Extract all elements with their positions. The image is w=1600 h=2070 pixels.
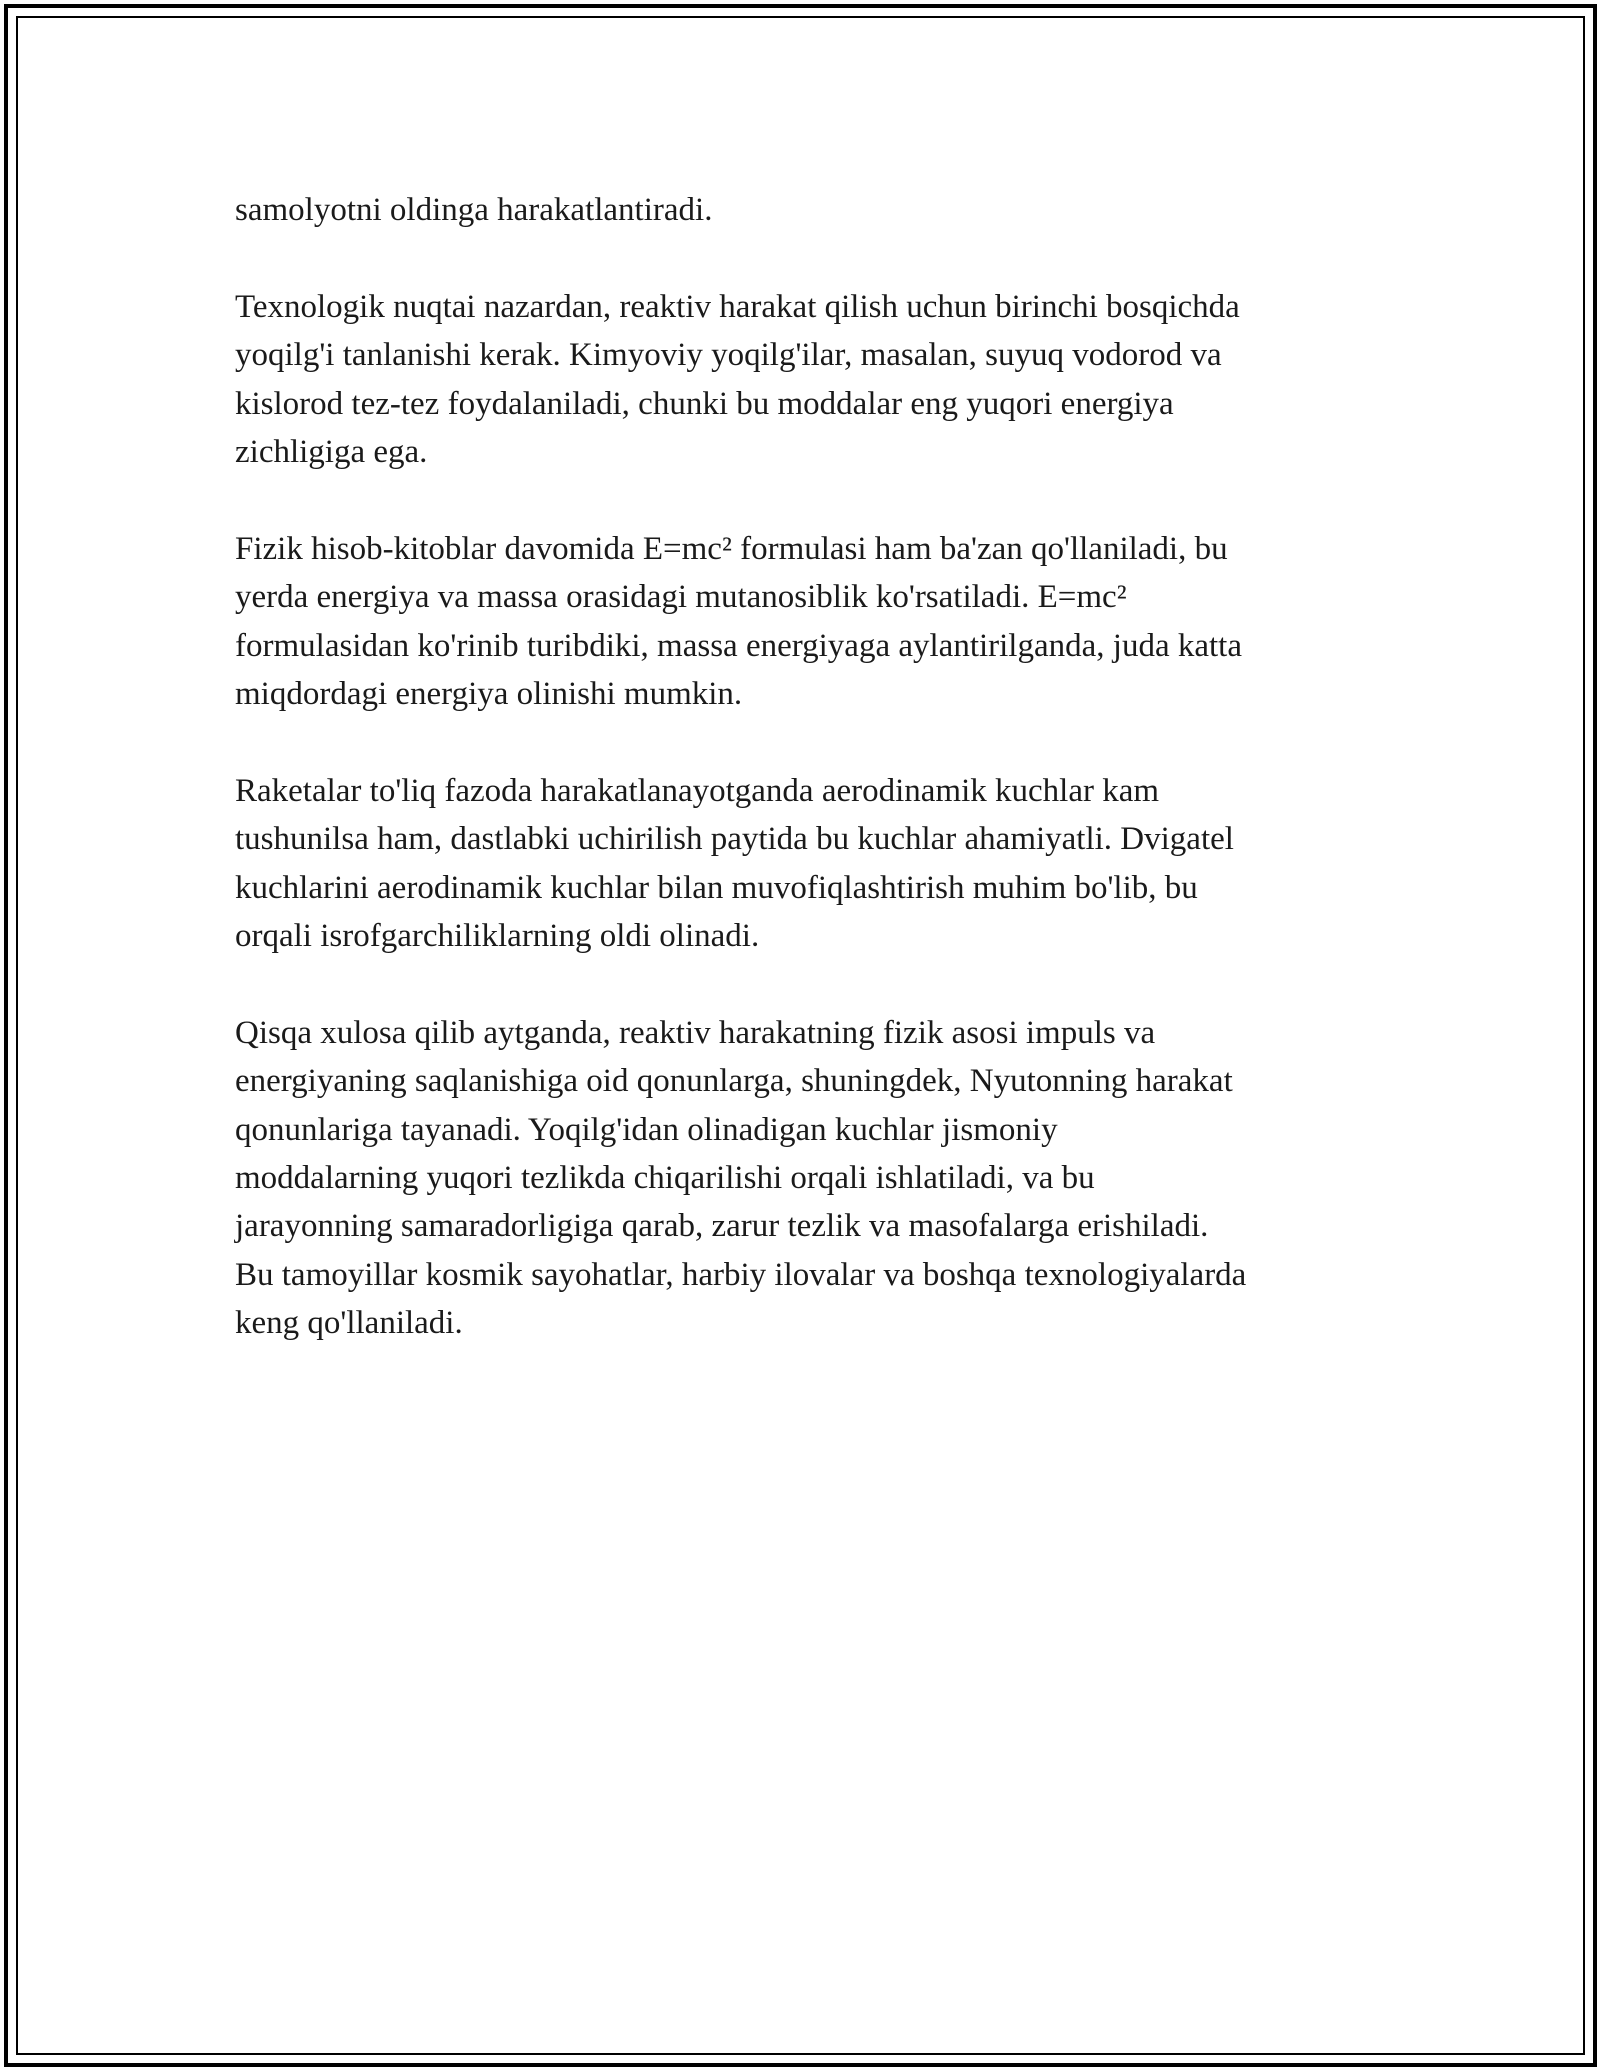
text-line: Bu tamoyillar kosmik sayohatlar, harbiy ilovalar va boshqa texnologiyalarda	[235, 1256, 1247, 1293]
text-line: jarayonning samaradorligiga qarab, zarur tezlik va masofalarga erishiladi.	[235, 1208, 1209, 1245]
text-line: tushunilsa ham, dastlabki uchirilish paytida bu kuchlar ahamiyatli. Dvigatel	[235, 821, 1234, 858]
text-line: kuchlarini aerodinamik kuchlar bilan muvofiqlashtirish muhim bo'lib, bu	[235, 869, 1198, 906]
text-line: Raketalar to'liq fazoda harakatlanayotganda aerodinamik kuchlar kam	[235, 772, 1160, 809]
text-line: Qisqa xulosa qilib aytganda, reaktiv harakatning fizik asosi impuls va	[235, 1014, 1156, 1051]
text-line: Texnologik nuqtai nazardan, reaktiv harakat qilish uchun birinchi bosqichda	[235, 288, 1240, 325]
text-line: kislorod tez-tez foydalaniladi, chunki bu moddalar eng yuqori energiya	[235, 385, 1174, 422]
text-line: Fizik hisob-kitoblar davomida E=mc² formulasi ham ba'zan qo'llaniladi, bu	[235, 530, 1228, 567]
text-line: moddalarning yuqori tezlikda chiqarilishi orqali ishlatiladi, va bu	[235, 1160, 1095, 1197]
text-line: samolyotni oldinga harakatlantiradi.	[235, 192, 713, 228]
text-line: yoqilg'i tanlanishi kerak. Kimyoviy yoqilg'ilar, masalan, suyuq vodorod va	[235, 337, 1222, 374]
paragraph	[235, 283, 1375, 477]
paragraph	[235, 1009, 1375, 1348]
text-line: formulasidan ko'rinib turibdiki, massa energiyaga aylantirilganda, juda katta	[235, 627, 1242, 664]
paragraph	[235, 767, 1375, 961]
document-body	[235, 186, 1375, 1348]
paragraph	[235, 525, 1375, 719]
text-line: miqdordagi energiya olinishi mumkin.	[235, 676, 743, 713]
paragraph	[235, 186, 1375, 234]
text-line: qonunlariga tayanadi. Yoqilg'idan olinadigan kuchlar jismoniy	[235, 1111, 1058, 1148]
text-line: yerda energiya va massa orasidagi mutanosiblik ko'rsatiladi. E=mc²	[235, 579, 1127, 616]
text-line: keng qo'llaniladi.	[235, 1305, 463, 1342]
text-line: energiyaning saqlanishiga oid qonunlarga, shuningdek, Nyutonning harakat	[235, 1063, 1233, 1100]
text-line: zichligiga ega.	[235, 434, 428, 471]
text-line: orqali isrofgarchiliklarning oldi olinadi.	[235, 918, 760, 955]
